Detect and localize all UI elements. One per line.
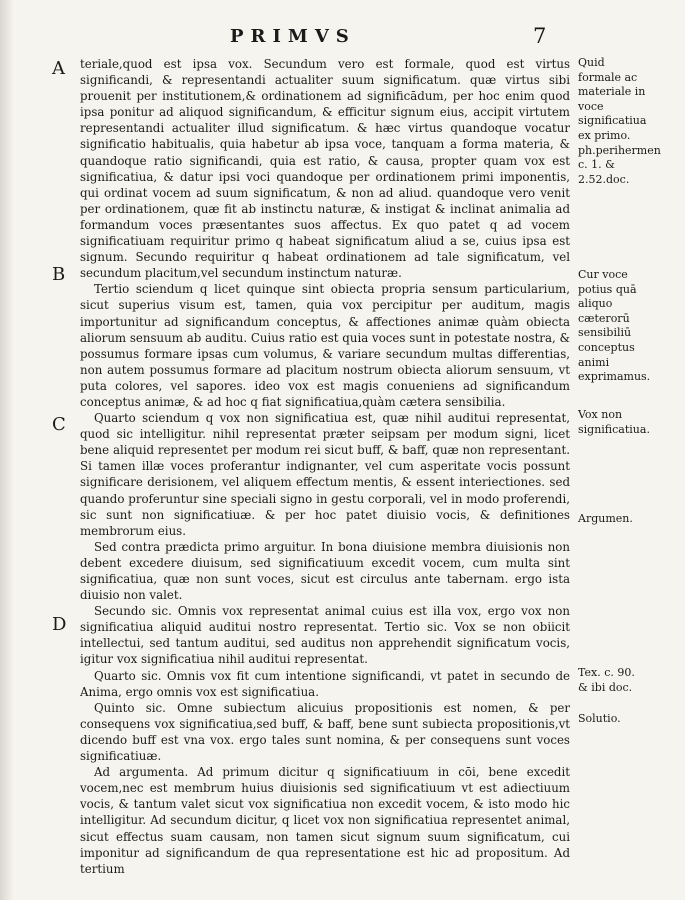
paragraph: Quinto sic. Omne subiectum alicuius propositionis est nomen, & per consequens vox significatiua,sed buff, & baff, bene sunt subiecta propositionis,vt dicendo buff est vna vox. ergo tales sunt nomina, & per consequens sunt voces significatiuæ. (80, 700, 570, 764)
paragraph: Quarto sciendum q vox non significatiua est, quæ nihil auditui representat, quod sic intelligitur. nihil representat præter seipsam per modum signi, licet bene aliquid representet per modum rei sicut buff, & baff, quæ non representant. Si tamen illæ voces proferantur indignanter, vel cum asperitate vocis possunt significare derisionem, vel aliquem effectum mentis, & essent interiectiones. sed quando proferuntur sine speciali signo in gestu corporali, vel in modo proferendi, sic sunt non significatiuæ. & per hoc patet diuisio vocis, & definitiones membrorum eius. (80, 411, 570, 538)
margin-note: Argumen. (578, 512, 633, 525)
section-letter-d: D (52, 614, 67, 635)
margin-note: Cur voce potius quā aliquo cæterorū sensibiliū conceptus animi exprimamus. (578, 268, 651, 384)
margin-note: Vox non significatiua. (578, 408, 650, 436)
page-number: 7 (533, 24, 547, 48)
paragraph: Secundo sic. Omnis vox representat animal cuius est illa vox, ergo vox non significatiua aliquid auditui nostro representat. Tertio sic. Vox se non obiicit intellectui, sed tantum auditui, sed auditus non apprehendit significatum vocis, igitur vox significatiua nihil auditui representat. (80, 604, 570, 667)
running-head: PRIMVS (230, 26, 356, 47)
paragraph: teriale,quod est ipsa vox. Secundum vero est formale, quod est virtus significandi, & representandi actualiter suum significatum. quæ virtus sibi prouenit per institutionem,& ordinationem ad significādum, per hoc enim quod ipsa ponitur ad aliquod significandum, & efficitur signum eius, accipit virtutem representandi actualiter illud significatum. & hæc virtus quandoque vocatur significatio habitualis, quia habetur ab ipsa voce, tanquam a forma materia, & quandoque ratio significandi, quia est ratio, & causa, propter quam vox est significatiua, & datur ipsi voci quandoque per ordinationem primi imponentis, qui ordinat vocem ad suum significatum, & non ad aliud. quandoque vero venit per ordinationem, quæ fit ab instinctu naturæ, & instigat & inclinat animalia ad formandum voces præsentantes suos affectus. Ex quo patet q ad vocem significatiuam requiritur primo q habeat significatum aliud a se, cuius ipsa est signum. Secundo requiritur q habeat ordinationem ad tale significatum, vel secundum placitum,vel secundum instinctum naturæ. (80, 57, 570, 281)
main-text (80, 56, 570, 877)
paragraph: Tertio sciendum q licet quinque sint obiecta propria sensum particularium, sicut superius visum est, tamen, quia vox percipitur per auditum, magis importunitur ad significandum conceptus, & affectiones animæ quàm obiecta aliorum sensuum ab auditu. Cuius ratio est quia voces sunt in potestate nostra, & possumus formare ipsas cum volumus, & variare secundum multas differentias, non autem possumus formare ad placitum nostrum obiecta aliorum sensuum, vt puta colores, vel sapores. ideo vox est magis conueniens ad significandum conceptus animæ, & ad hoc q fiat significatiua,quàm cætera sensibilia. (80, 282, 570, 409)
margin-note: Quid formale ac materiale in voce significatiua ex primo. ph.perihermen c. 1. & 2.52.doc. (578, 56, 661, 186)
section-letter-a: A (52, 58, 65, 79)
paragraph: Sed contra prædicta primo arguitur. In bona diuisione membra diuisionis non debent excedere diuisum, sed significatiuum excedit vocem, cum multa sint significatiua, quæ non sunt voces, sicut est circulus ante tabernam. ergo ista diuisio non valet. (80, 539, 570, 603)
section-letter-c: C (52, 414, 66, 435)
margin-note: Tex. c. 90. & ibi doc. (578, 666, 635, 694)
paragraph: Ad argumenta. Ad primum dicitur q significatiuum in cōi, bene excedit vocem,nec est membrum huius diuisionis sed significatiuum vt est adiectiuum vocis, & tantum valet sicut vox significatiua non excedit vocem, & isto modo hic intelligitur. Ad secundum dicitur, q licet vox non significatiua representet animal, sicut effectus suam causam, non tamen sicut signum suum significatum, cui imponitur ad significandum de qua representatione est hic ad propositum. Ad tertium (80, 765, 570, 876)
margin-note: Solutio. (578, 712, 621, 725)
page-header (80, 24, 560, 54)
section-letter-b: B (52, 264, 66, 285)
paragraph: Quarto sic. Omnis vox fit cum intentione significandi, vt patet in secundo de Anima, ergo omnis vox est significatiua. (80, 668, 570, 699)
page-edge (0, 0, 14, 900)
